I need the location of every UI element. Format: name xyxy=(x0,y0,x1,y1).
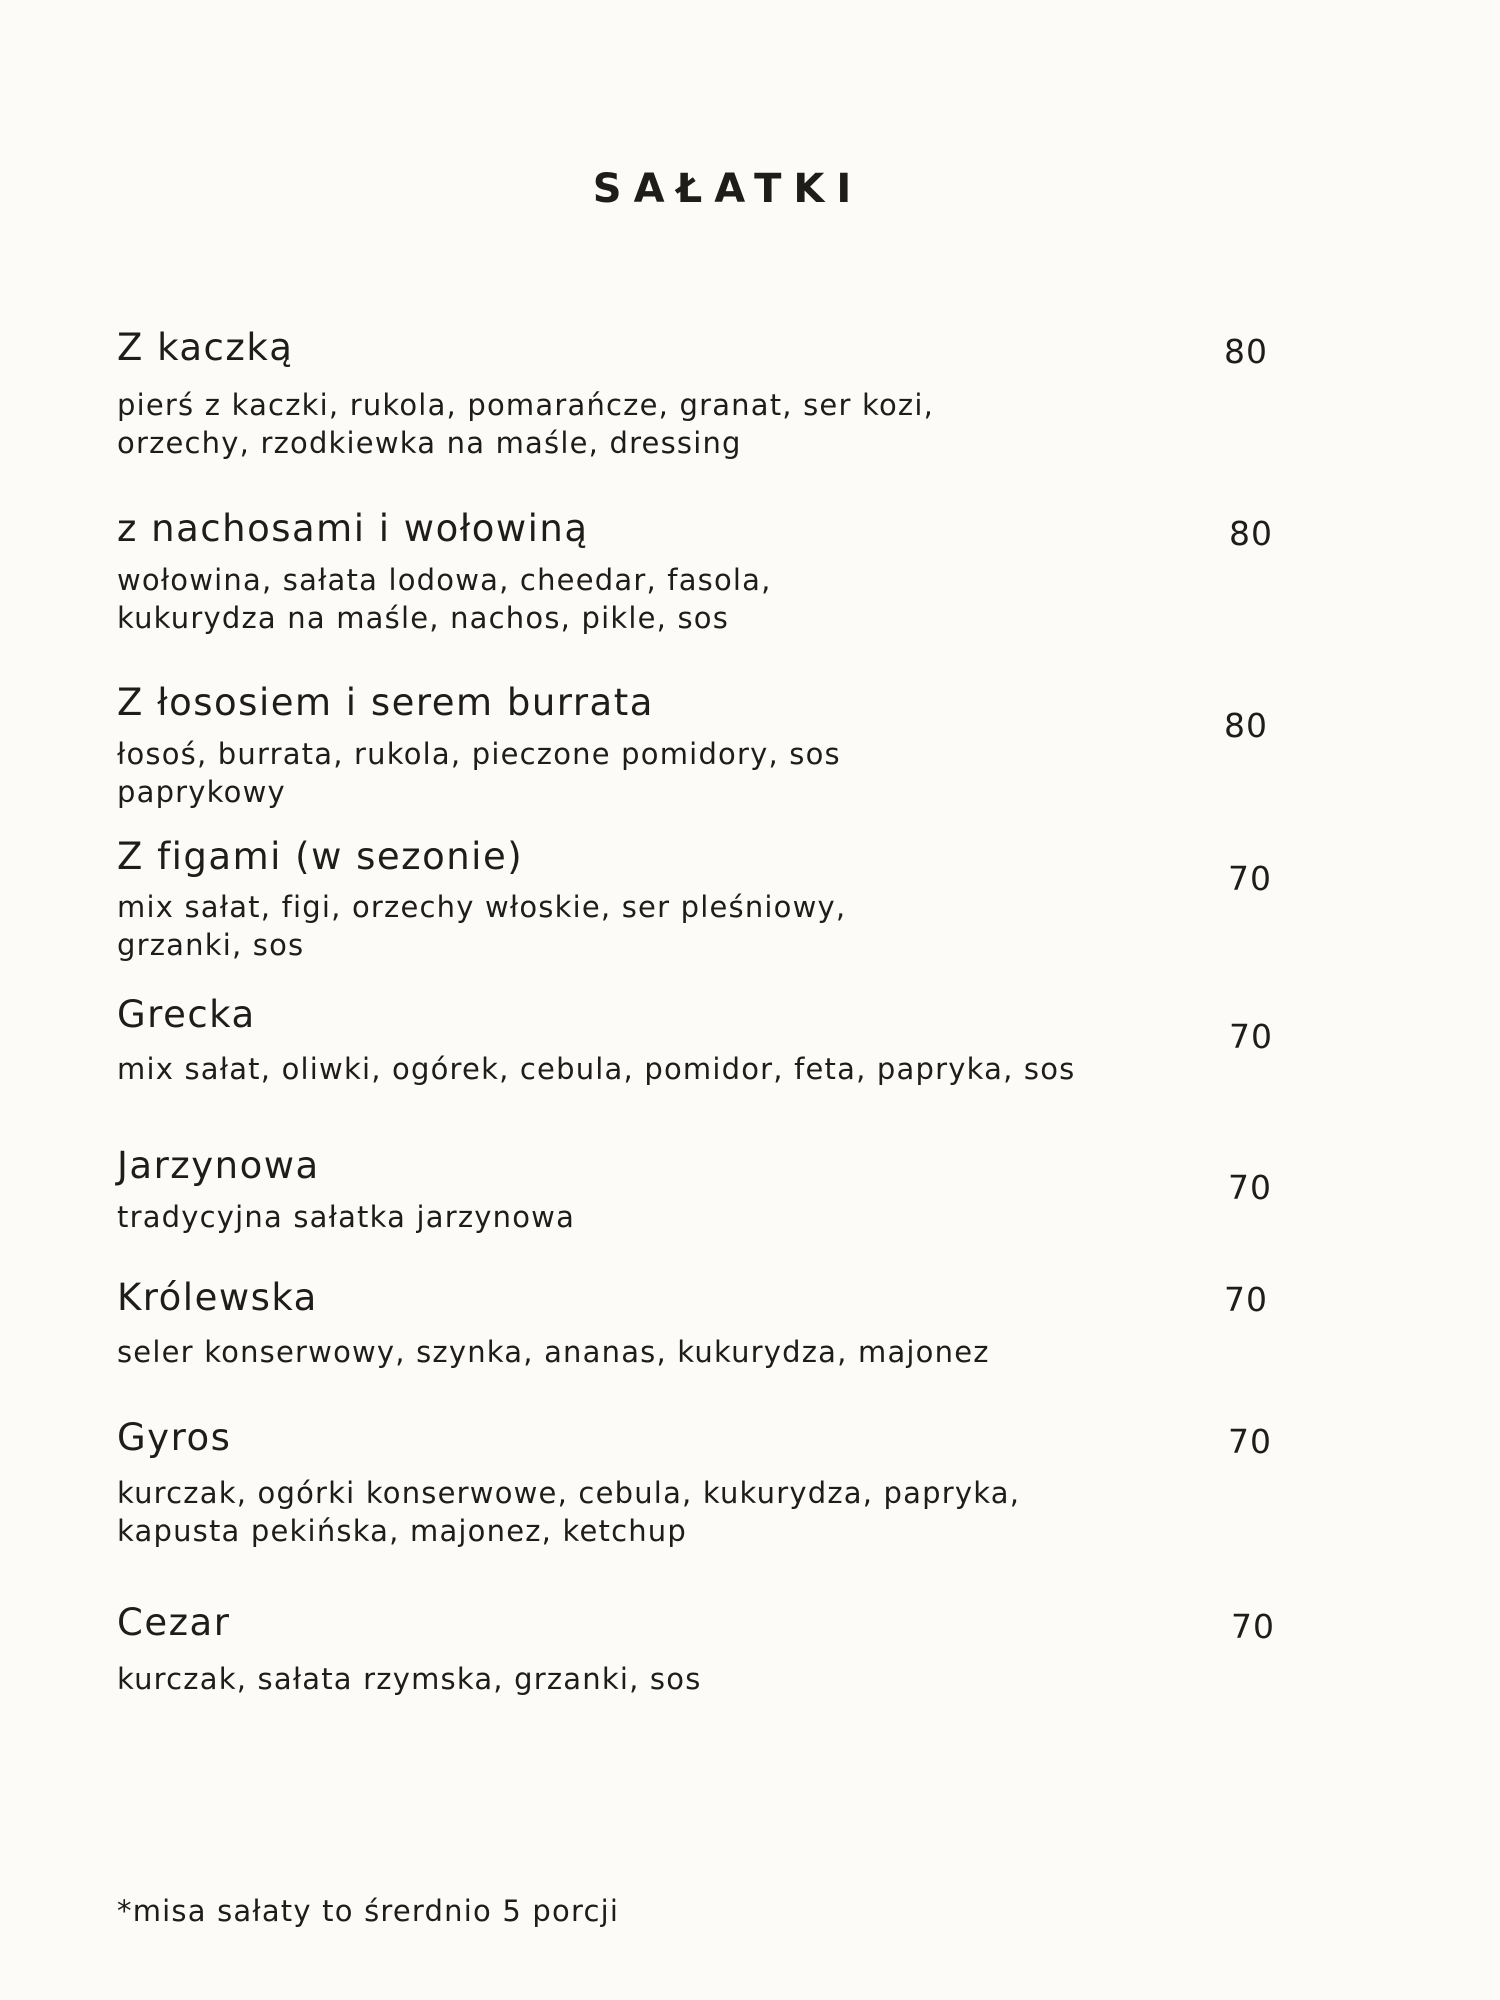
menu-item-price: 70 xyxy=(1229,1017,1273,1056)
menu-item-description: kurczak, sałata rzymska, grzanki, sos xyxy=(117,1662,702,1696)
menu-item-price: 70 xyxy=(1224,1280,1268,1319)
menu-item-description: łosoś, burrata, rukola, pieczone pomidory, sos paprykowy xyxy=(117,737,841,809)
menu-item-description: pierś z kaczki, rukola, pomarańcze, granat, ser kozi, orzechy, rzodkiewka na maśle, dressing xyxy=(117,388,935,460)
menu-item-name: Jarzynowa xyxy=(117,1144,320,1187)
menu-item-price: 70 xyxy=(1228,859,1272,898)
menu-item-name: Z kaczką xyxy=(117,326,294,369)
menu-item-description: wołowina, sałata lodowa, cheedar, fasola, kukurydza na maśle, nachos, pikle, sos xyxy=(117,563,772,635)
footnote: *misa sałaty to śrerdnio 5 porcji xyxy=(117,1894,620,1928)
menu-item-price: 70 xyxy=(1228,1168,1272,1207)
menu-item-name: Z łososiem i serem burrata xyxy=(117,681,654,724)
menu-item-description: seler konserwowy, szynka, ananas, kukurydza, majonez xyxy=(117,1335,990,1369)
menu-item-price: 70 xyxy=(1228,1422,1272,1461)
menu-item-name: Gyros xyxy=(117,1416,232,1459)
menu-item-description: tradycyjna sałatka jarzynowa xyxy=(117,1200,576,1234)
menu-item-price: 80 xyxy=(1224,332,1268,371)
menu-item-price: 80 xyxy=(1229,514,1273,553)
menu-item-description: kurczak, ogórki konserwowe, cebula, kukurydza, papryka, kapusta pekińska, majonez, ketchup xyxy=(117,1476,1021,1548)
menu-item-price: 80 xyxy=(1224,706,1268,745)
menu-item-name: Z figami (w sezonie) xyxy=(117,835,524,878)
menu-item-description: mix sałat, oliwki, ogórek, cebula, pomidor, feta, papryka, sos xyxy=(117,1052,1076,1086)
page-title: SAŁATKI xyxy=(592,166,864,212)
menu-item-description: mix sałat, figi, orzechy włoskie, ser pleśniowy, grzanki, sos xyxy=(117,890,847,962)
menu-item-name: Cezar xyxy=(117,1601,231,1644)
menu-item-name: Królewska xyxy=(117,1276,318,1319)
menu-item-name: Grecka xyxy=(117,993,256,1036)
menu-item-price: 70 xyxy=(1231,1607,1275,1646)
menu-item-name: z nachosami i wołowiną xyxy=(117,507,589,550)
